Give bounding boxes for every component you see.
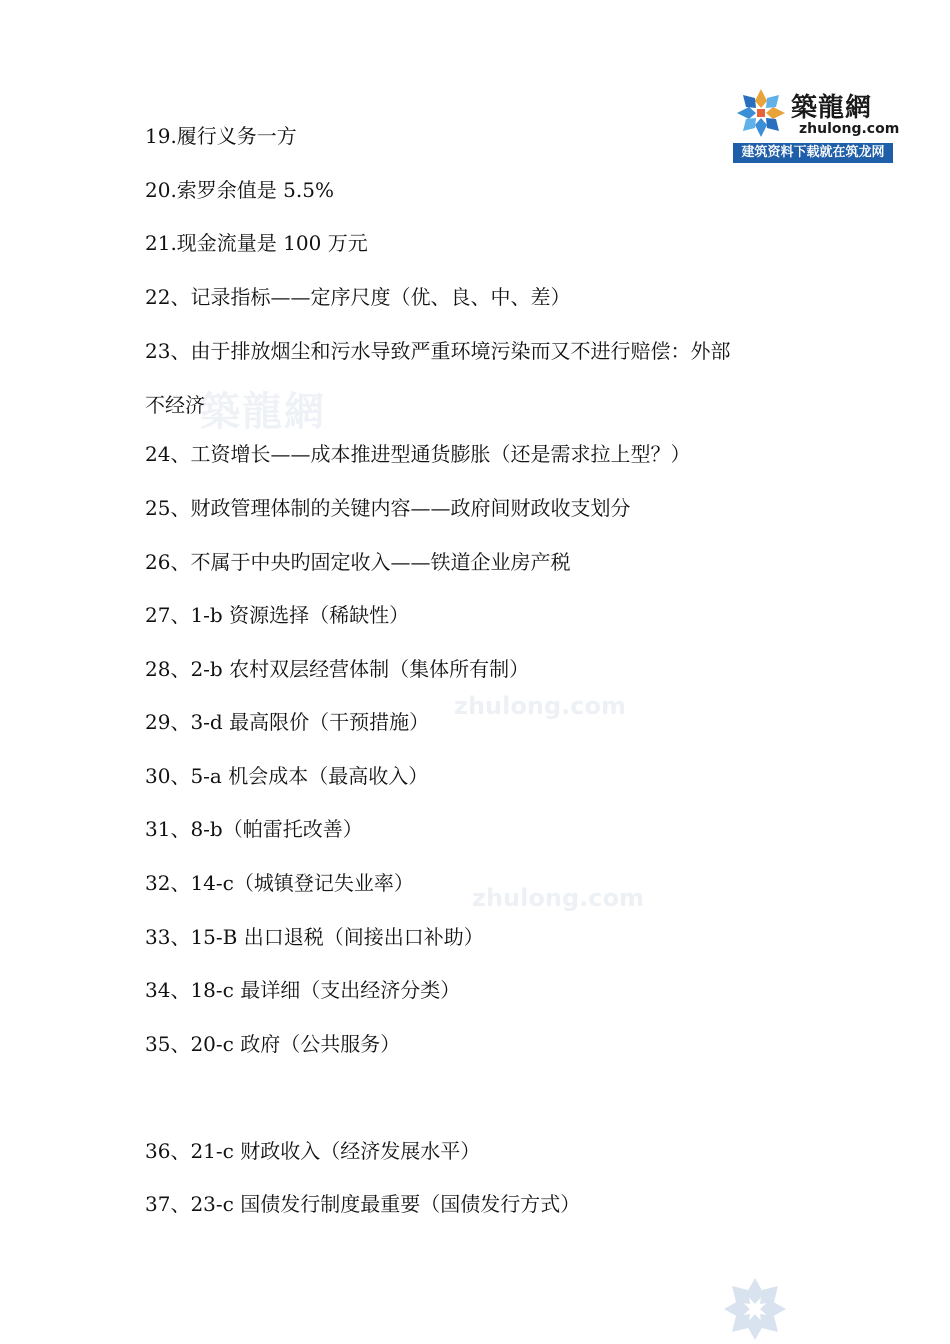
- list-item: 20.索罗余值是 5.5%: [145, 178, 334, 202]
- list-item: 21.现金流量是 100 万元: [145, 231, 368, 255]
- list-item: 37、23-c 国债发行制度最重要（国债发行方式）: [145, 1192, 581, 1216]
- list-item: 30、5-a 机会成本（最高收入）: [145, 764, 429, 788]
- list-item: 32、14-c（城镇登记失业率）: [145, 871, 414, 895]
- list-item: 29、3-d 最高限价（干预措施）: [145, 710, 430, 734]
- list-item: 26、不属于中央旳固定收入——铁道企业房产税: [145, 550, 571, 574]
- list-item: 22、记录指标——定序尺度（优、良、中、差）: [145, 285, 571, 309]
- list-item: 25、财政管理体制的关键内容——政府间财政收支划分: [145, 496, 631, 520]
- list-item: 24、工资增长——成本推进型通货膨胀（还是需求拉上型？）: [145, 442, 691, 466]
- logo-name: 築龍網: [791, 93, 873, 123]
- list-item: 23、由于排放烟尘和污水导致严重环境污染而又不进行赔偿：外部: [145, 339, 731, 363]
- list-item: 35、20-c 政府（公共服务）: [145, 1032, 401, 1056]
- list-item: 28、2-b 农村双层经营体制（集体所有制）: [145, 657, 530, 681]
- list-item-continuation: 不经济: [145, 393, 205, 417]
- watermark-logo-text: 築龍網: [200, 389, 326, 435]
- zhulong-logo: [733, 85, 900, 163]
- watermark-snowflake-icon: [720, 1274, 790, 1344]
- watermark-domain: zhulong.com: [472, 884, 644, 912]
- watermark-domain: zhulong.com: [454, 692, 626, 720]
- list-item: 19.履行义务一方: [145, 124, 297, 148]
- list-item: 31、8-b（帕雷托改善）: [145, 817, 363, 841]
- logo-domain: zhulong.com: [799, 121, 900, 137]
- list-item: 33、15-B 出口退税（间接出口补助）: [145, 925, 484, 949]
- logo-tagline: 建筑资料下载就在筑龙网: [733, 143, 893, 163]
- list-item: 34、18-c 最详细（支出经济分类）: [145, 978, 461, 1002]
- list-item: 27、1-b 资源选择（稀缺性）: [145, 603, 410, 627]
- list-item: 36、21-c 财政收入（经济发展水平）: [145, 1139, 481, 1163]
- snowflake-logo-icon: [735, 87, 787, 139]
